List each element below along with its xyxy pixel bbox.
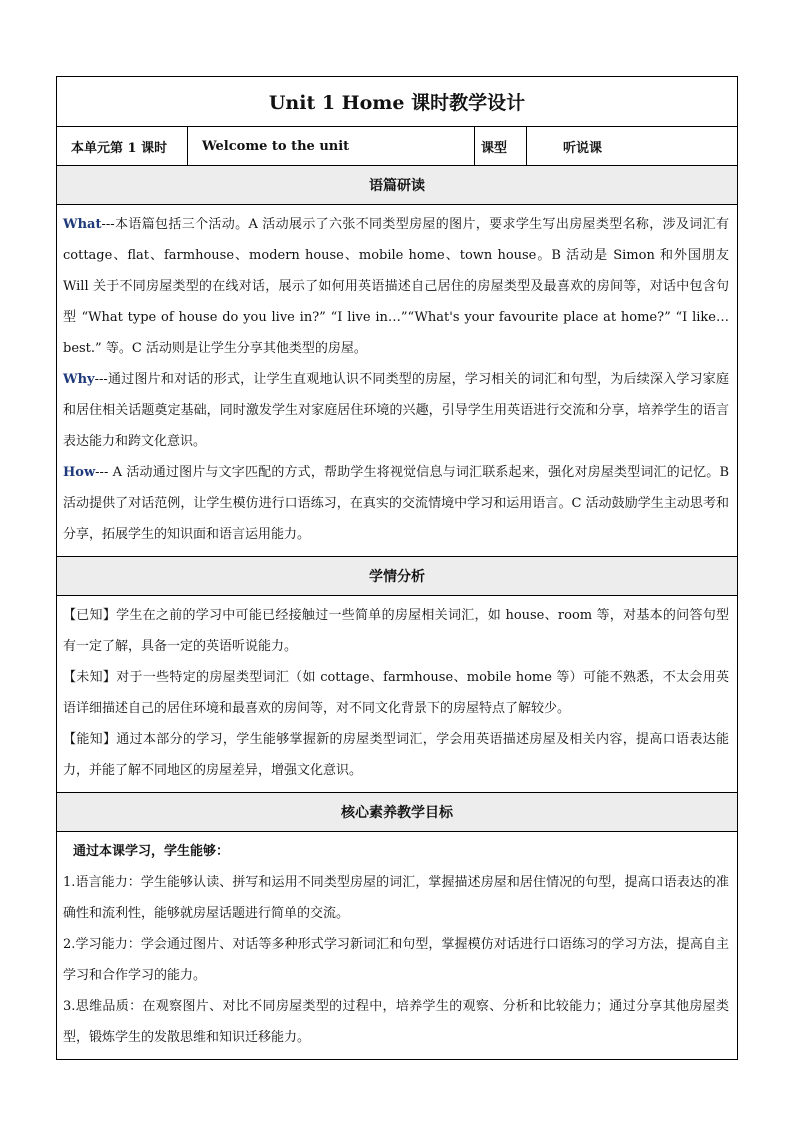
lesson-number: 本单元第 1 课时: [57, 127, 188, 165]
section-heading-learners: 学情分析: [57, 557, 737, 596]
analysis-body: [57, 205, 737, 557]
goal-item-3: 3.思维品质：在观察图片、对比不同房屋类型的过程中，培养学生的观察、分析和比较能力；通过分享其他房屋类型，锻炼学生的发散思维和知识迁移能力。: [63, 999, 729, 1045]
what-paragraph: [63, 209, 729, 364]
why-paragraph: [63, 364, 729, 457]
why-keyword: Why: [63, 372, 95, 387]
able-paragraph: 【能知】通过本部分的学习，学生能够掌握新的房屋类型词汇，学会用英语描述房屋及相关内容，提高口语表达能力，并能了解不同地区的房屋差异，增强文化意识。: [63, 732, 729, 778]
goals-lead: 通过本课学习，学生能够：: [73, 844, 230, 859]
info-row: [57, 127, 737, 166]
goal-item-2: 2.学习能力：学会通过图片、对话等多种形式学习新词汇和句型，掌握模仿对话进行口语练习的学习方法，提高自主学习和合作学习的能力。: [63, 937, 729, 983]
how-text: --- A 活动通过图片与文字匹配的方式，帮助学生将视觉信息与词汇联系起来，强化对房屋类型词汇的记忆。B 活动提供了对话范例，让学生模仿进行口语练习，在真实的交流情境中学习和运用语言。C 活动鼓励学生主动思考和分享，拓展学生的知识面和语言运用能力。: [63, 465, 729, 542]
why-text: ---通过图片和对话的形式，让学生直观地认识不同类型的房屋，学习相关的词汇和句型，为后续深入学习家庭和居住相关话题奠定基础，同时激发学生对家庭居住环境的兴趣，引导学生用英语进行交流和分享，培养学生的语言表达能力和跨文化意识。: [63, 372, 729, 449]
lesson-plan-table: [56, 76, 738, 1060]
lesson-type-value: 听说课: [563, 140, 603, 156]
known-paragraph: 【已知】学生在之前的学习中可能已经接触过一些简单的房屋相关词汇，如 house、room 等，对基本的问答句型有一定了解，具备一定的英语听说能力。: [63, 608, 729, 654]
unknown-paragraph: 【未知】对于一些特定的房屋类型词汇（如 cottage、farmhouse、mobile home 等）可能不熟悉，不太会用英语详细描述自己的居住环境和最喜欢的房间等，对不同文化背景下的房屋特点了解较少。: [63, 670, 729, 716]
how-keyword: How: [63, 465, 96, 480]
lesson-type-label: 课型: [475, 127, 527, 165]
learners-body: [57, 596, 737, 793]
what-keyword: What: [63, 217, 102, 232]
document-title: Unit 1 Home 课时教学设计: [57, 77, 737, 127]
what-text: ---本语篇包括三个活动。A 活动展示了六张不同类型房屋的图片，要求学生写出房屋类型名称，涉及词汇有 cottage、flat、farmhouse、modern house、mobile home、town house。B 活动是 Simon 和外国朋友 Will 关于不同房屋类型的在线对话，展示了如何用英语描述自己居住的房屋类型及最喜欢的房间等，对话中包含句型 “What type of house do you live in?” “I live in…”“What's your favourite place at home?” “I like… best.” 等。C 活动则是让学生分享其他类型的房屋。: [63, 217, 729, 356]
goal-item-1: 1.语言能力：学生能够认读、拼写和运用不同类型房屋的词汇，掌握描述房屋和居住情况的句型，提高口语表达的准确性和流利性，能够就房屋话题进行简单的交流。: [63, 875, 729, 921]
section-heading-analysis: 语篇研读: [57, 166, 737, 205]
section-heading-goals: 核心素养教学目标: [57, 793, 737, 832]
goals-body: [57, 832, 737, 1059]
lesson-topic: Welcome to the unit: [188, 127, 475, 165]
how-paragraph: [63, 457, 729, 550]
